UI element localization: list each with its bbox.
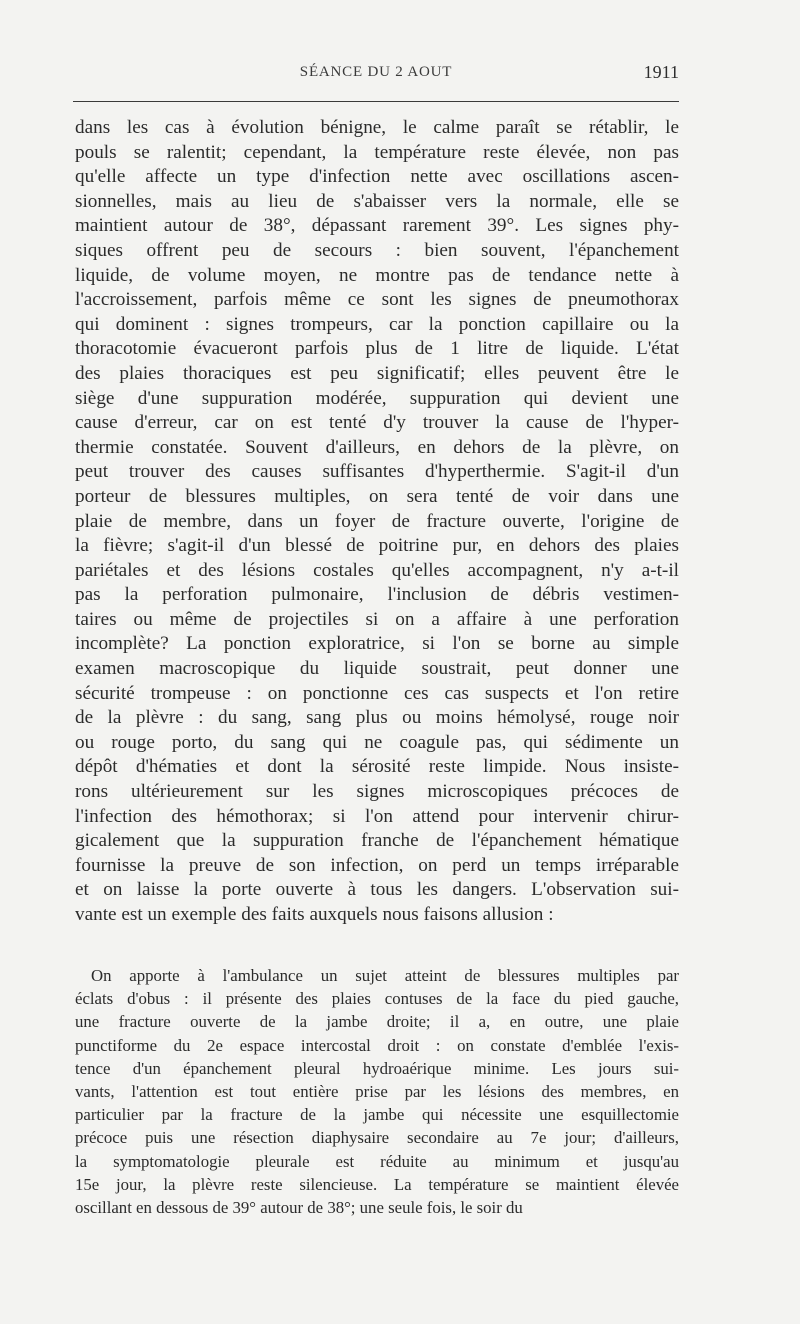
main-paragraph-line: et on laisse la porte ouverte à tous les dangers. L'observation sui- bbox=[75, 879, 679, 901]
main-paragraph-line: pariétales et des lésions costales qu'elles accompagnent, n'y a-t-il bbox=[75, 559, 679, 581]
main-paragraph-line: taires ou même de projectiles si on a affaire à une perforation bbox=[75, 608, 679, 630]
page-number: 1911 bbox=[643, 62, 679, 82]
observation-paragraph-line: particulier par la fracture de la jambe qui nécessite une esquillectomie bbox=[75, 1105, 679, 1125]
main-paragraph-line: dans les cas à évolution bénigne, le calme paraît se rétablir, le bbox=[75, 117, 679, 138]
observation-paragraph-line: précoce puis une résection diaphysaire secondaire au 7e jour; d'ailleurs, bbox=[75, 1128, 679, 1148]
main-paragraph-line: maintient autour de 38°, dépassant rarement 39°. Les signes phy- bbox=[75, 215, 679, 237]
main-paragraph-line: pouls se ralentit; cependant, la température reste élevée, non pas bbox=[75, 141, 679, 163]
main-paragraph-line: l'accroissement, parfois même ce sont les signes de pneumothorax bbox=[75, 289, 679, 311]
main-paragraph-line: peut trouver des causes suffisantes d'hyperthermie. S'agit-il d'un bbox=[75, 461, 679, 483]
observation-paragraph-line: la symptomatologie pleurale est réduite au minimum et jusqu'au bbox=[75, 1151, 679, 1171]
header-rule bbox=[73, 101, 679, 102]
main-paragraph-line: plaie de membre, dans un foyer de fracture ouverte, l'origine de bbox=[75, 510, 679, 532]
running-title: SÉANCE DU 2 AOUT bbox=[299, 64, 453, 80]
main-paragraph-line: qu'elle affecte un type d'infection nette avec oscillations ascen- bbox=[75, 166, 679, 188]
observation-paragraph-line: vants, l'attention est tout entière prise par les lésions des membres, en bbox=[75, 1082, 679, 1102]
main-paragraph-line: incomplète? La ponction exploratrice, si l'on se borne au simple bbox=[75, 633, 679, 655]
main-paragraph-line: siège d'une suppuration modérée, suppuration qui devient une bbox=[75, 387, 679, 409]
main-paragraph-line: liquide, de volume moyen, ne montre pas de tendance nette à bbox=[75, 264, 679, 286]
observation-paragraph-line: éclats d'obus : il présente des plaies contuses de la face du pied gauche, bbox=[75, 989, 679, 1009]
main-paragraph-line: thoracotomie évacueront parfois plus de 1 litre de liquide. L'état bbox=[75, 338, 679, 360]
main-paragraph bbox=[75, 116, 679, 928]
main-paragraph-line: rons ultérieurement sur les signes microscopiques précoces de bbox=[75, 781, 679, 803]
observation-paragraph-line: punctiforme du 2e espace intercostal droit : on constate d'emblée l'exis- bbox=[75, 1035, 679, 1055]
main-paragraph-line: dépôt d'hématies et dont la sérosité reste limpide. Nous insiste- bbox=[75, 756, 679, 778]
main-paragraph-line: pas la perforation pulmonaire, l'inclusion de débris vestimen- bbox=[75, 584, 679, 606]
observation-paragraph-line: On apporte à l'ambulance un sujet atteint de blessures multiples par bbox=[91, 966, 679, 985]
main-paragraph-line: sionnelles, mais au lieu de s'abaisser vers la normale, elle se bbox=[75, 190, 679, 212]
main-paragraph-line: des plaies thoraciques est peu significatif; elles peuvent être le bbox=[75, 362, 679, 384]
observation-paragraph bbox=[75, 964, 679, 1219]
page-header bbox=[73, 62, 679, 92]
observation-paragraph-line: une fracture ouverte de la jambe droite; il a, en outre, une plaie bbox=[75, 1012, 679, 1032]
main-paragraph-line: cause d'erreur, car on est tenté d'y trouver la cause de l'hyper- bbox=[75, 412, 679, 434]
main-paragraph-line: fournisse la preuve de son infection, on perd un temps irréparable bbox=[75, 854, 679, 876]
main-paragraph-line: la fièvre; s'agit-il d'un blessé de poitrine pur, en dehors des plaies bbox=[75, 535, 679, 557]
main-paragraph-line: de la plèvre : du sang, sang plus ou moins hémolysé, rouge noir bbox=[75, 707, 679, 729]
observation-paragraph-line: 15e jour, la plèvre reste silencieuse. La température se maintient élevée bbox=[75, 1174, 679, 1194]
main-paragraph-line: l'infection des hémothorax; si l'on attend pour intervenir chirur- bbox=[75, 805, 679, 827]
main-paragraph-line: porteur de blessures multiples, on sera tenté de voir dans une bbox=[75, 485, 679, 507]
main-paragraph-line: qui dominent : signes trompeurs, car la ponction capillaire ou la bbox=[75, 313, 679, 335]
main-paragraph-line: sécurité trompeuse : on ponctionne ces cas suspects et l'on retire bbox=[75, 682, 679, 704]
main-paragraph-line: gicalement que la suppuration franche de l'épanchement hématique bbox=[75, 830, 679, 852]
observation-paragraph-line: tence d'un épanchement pleural hydroaérique minime. Les jours sui- bbox=[75, 1058, 679, 1078]
observation-paragraph-line: oscillant en dessous de 39° autour de 38°; une seule fois, le soir du bbox=[75, 1198, 523, 1218]
main-paragraph-line: examen macroscopique du liquide soustrait, peut donner une bbox=[75, 658, 679, 680]
main-paragraph-line: thermie constatée. Souvent d'ailleurs, en dehors de la plèvre, on bbox=[75, 436, 679, 458]
main-paragraph-line: siques offrent peu de secours : bien souvent, l'épanchement bbox=[75, 239, 679, 261]
main-paragraph-line: vante est un exemple des faits auxquels nous faisons allusion : bbox=[75, 904, 554, 925]
main-paragraph-line: ou rouge porto, du sang qui ne coagule pas, qui sédimente un bbox=[75, 731, 679, 753]
